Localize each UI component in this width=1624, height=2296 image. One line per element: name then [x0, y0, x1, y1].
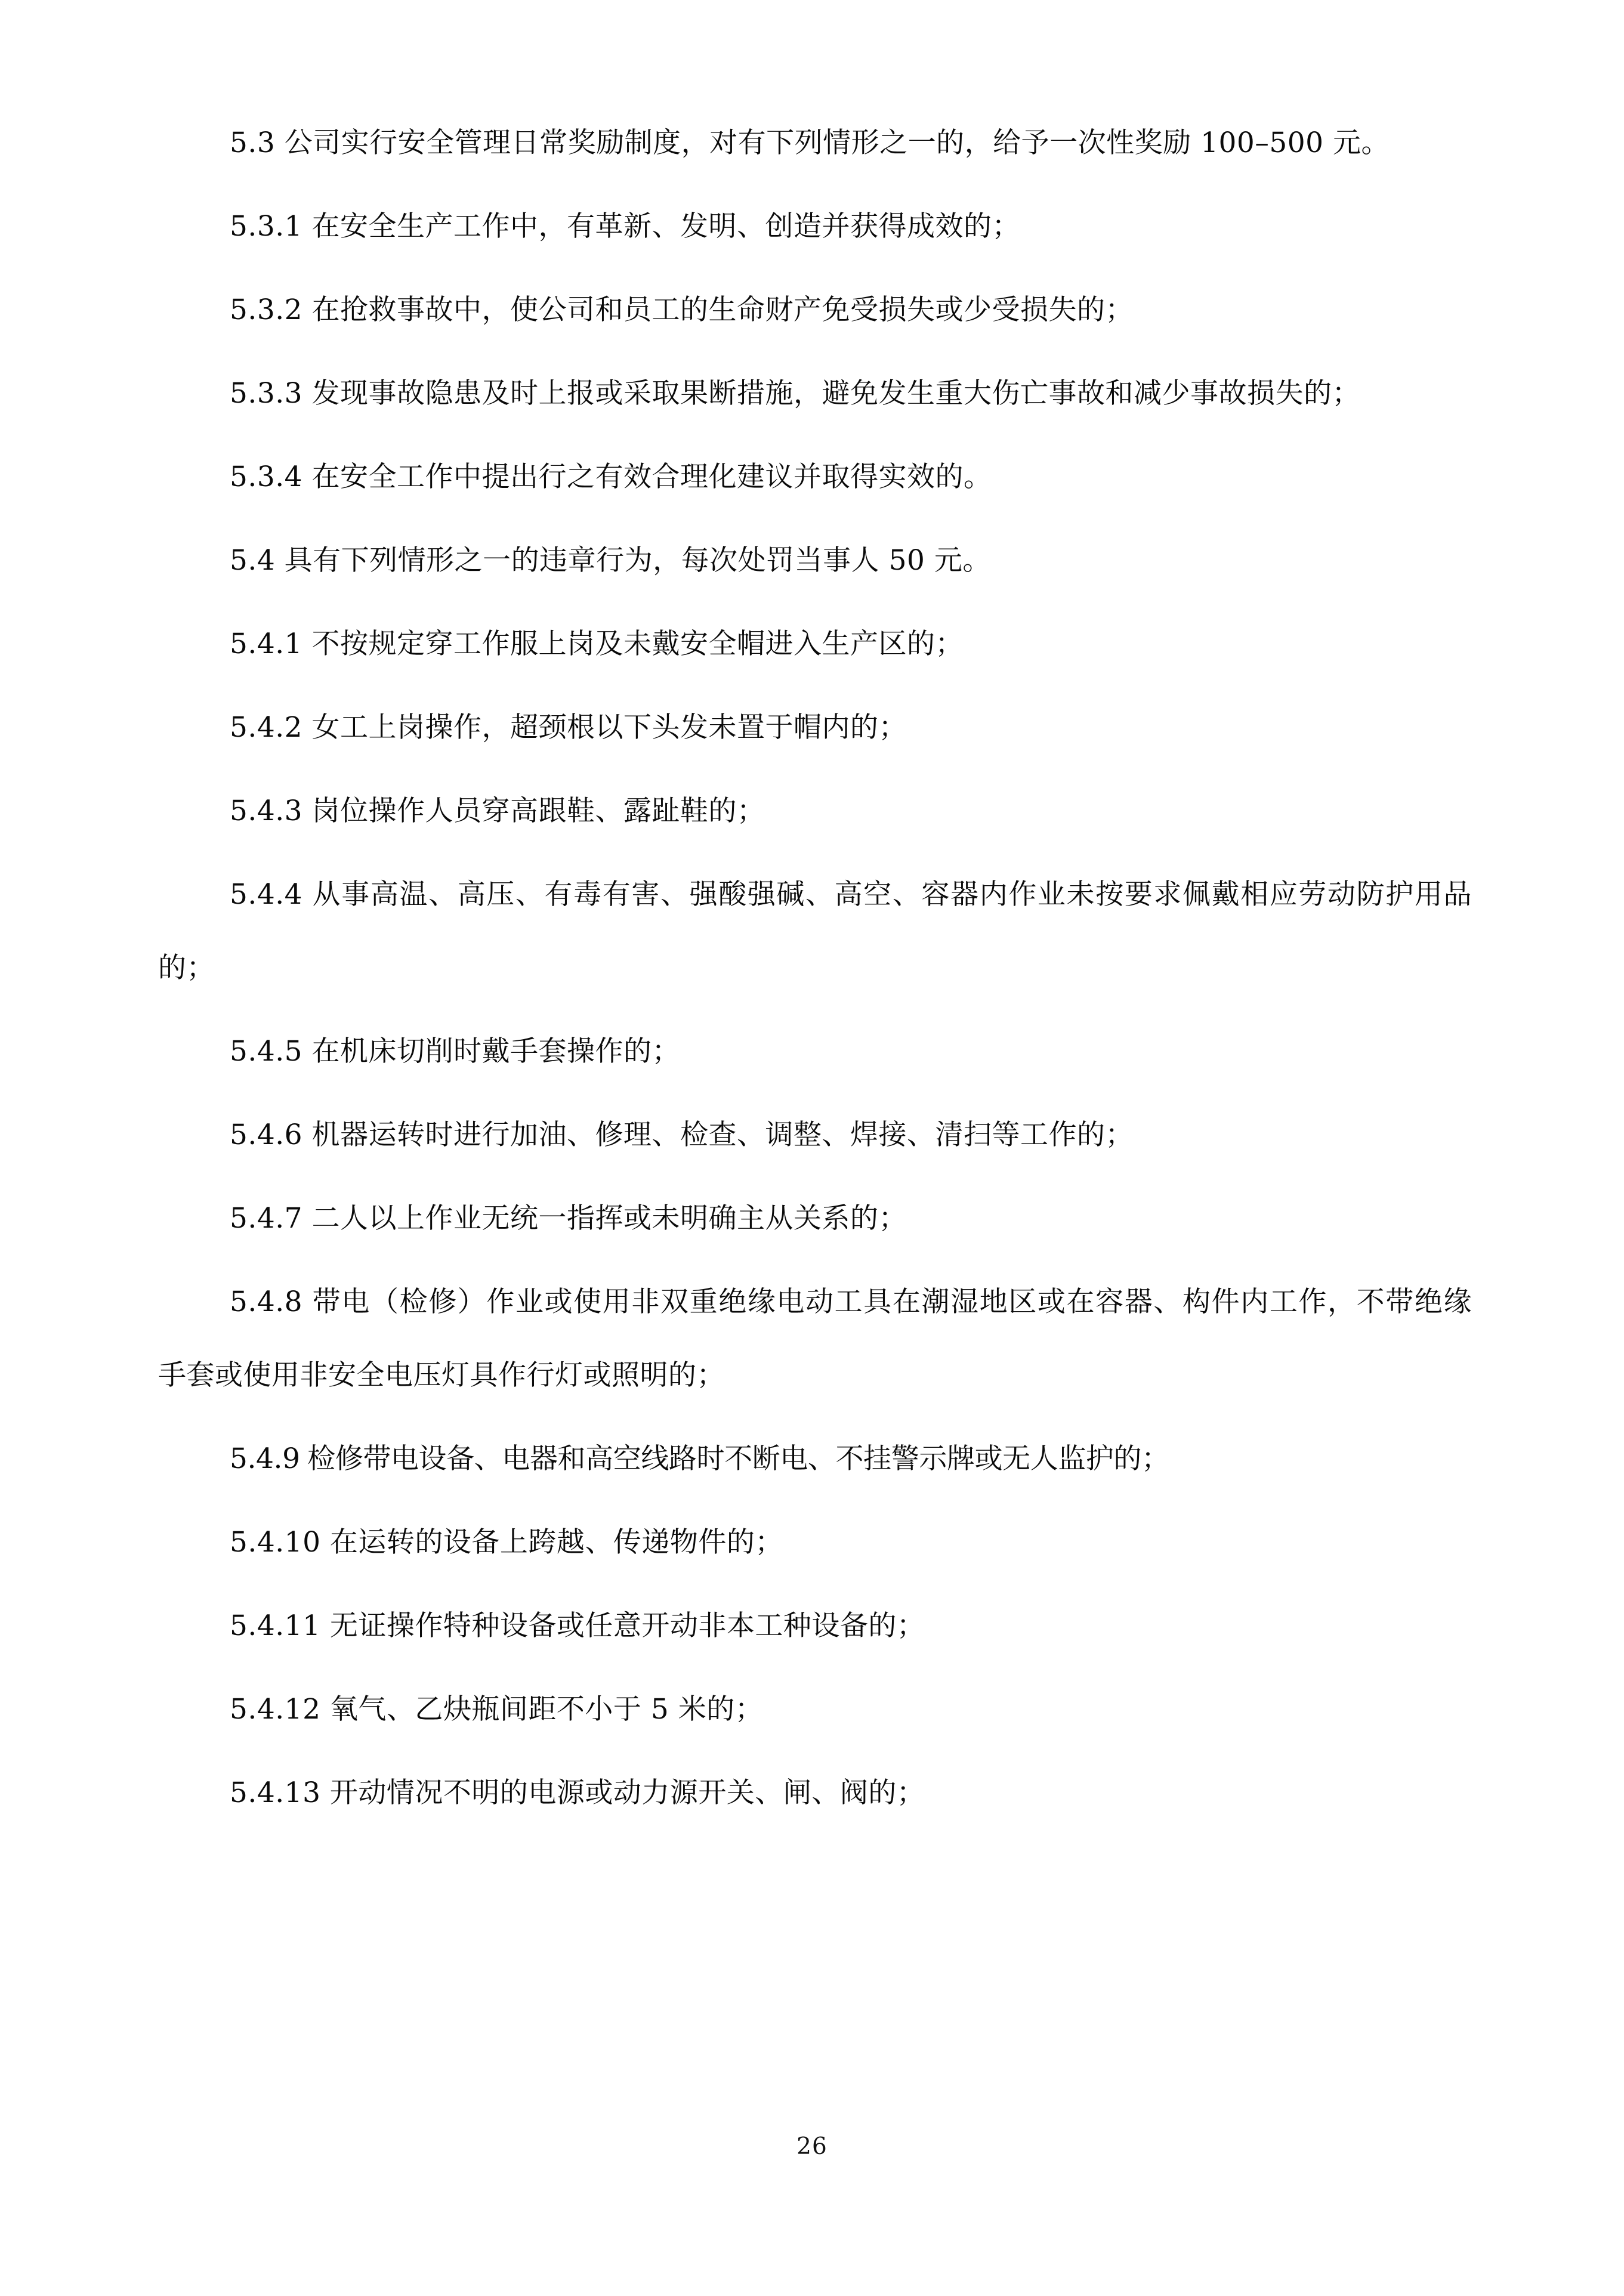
- paragraph-5-4-3: 5.4.3 岗位操作人员穿高跟鞋、露趾鞋的；: [230, 795, 765, 827]
- paragraph-5-3: 5.3 公司实行安全管理日常奖励制度，对有下列情形之一的，给予一次性奖励 100–500 元。: [230, 126, 1390, 159]
- paragraph-5-4-11: 5.4.11 无证操作特种设备或任意开动非本工种设备的；: [230, 1609, 925, 1642]
- paragraph-5-4-2: 5.4.2 女工上岗操作，超颈根以下头发未置于帽内的；: [230, 711, 907, 744]
- document-body: [158, 106, 1472, 1840]
- paragraph-5-4-1: 5.4.1 不按规定穿工作服上岗及未戴安全帽进入生产区的；: [230, 628, 964, 660]
- paragraph-5-3-1: 5.3.1 在安全生产工作中，有革新、发明、创造并获得成效的；: [230, 210, 1021, 243]
- paragraph-5-4-6: 5.4.6 机器运转时进行加油、修理、检查、调整、焊接、清扫等工作的；: [230, 1118, 1134, 1151]
- paragraph-5-4-13: 5.4.13 开动情况不明的电源或动力源开关、闸、阀的；: [230, 1776, 925, 1809]
- paragraph-5-4-4: 5.4.4 从事高温、高压、有毒有害、强酸强碱、高空、容器内作业未按要求佩戴相应劳动防护用品的；: [158, 878, 1472, 984]
- paragraph-5-4: 5.4 具有下列情形之一的违章行为，每次处罚当事人 50 元。: [230, 544, 991, 577]
- paragraph-5-3-4: 5.3.4 在安全工作中提出行之有效合理化建议并取得实效的。: [230, 461, 992, 493]
- paragraph-5-3-3: 5.3.3 发现事故隐患及时上报或采取果断措施，避免发生重大伤亡事故和减少事故损失的；: [230, 377, 1361, 410]
- paragraph-5-4-9: 5.4.9 检修带电设备、电器和高空线路时不断电、不挂警示牌或无人监护的；: [230, 1442, 1169, 1475]
- page-number: 26: [796, 2133, 828, 2160]
- paragraph-5-4-8: 5.4.8 带电（检修）作业或使用非双重绝缘电动工具在潮湿地区或在容器、构件内工作，不带绝缘手套或使用非安全电压灯具作行灯或照明的；: [158, 1285, 1472, 1392]
- paragraph-5-4-12: 5.4.12 氧气、乙炔瓶间距不小于 5 米的；: [230, 1693, 764, 1726]
- page-footer: [0, 2133, 1624, 2161]
- paragraph-5-4-7: 5.4.7 二人以上作业无统一指挥或未明确主从关系的；: [230, 1202, 907, 1235]
- paragraph-5-4-10: 5.4.10 在运转的设备上跨越、传递物件的；: [230, 1526, 783, 1559]
- paragraph-5-3-2: 5.3.2 在抢救事故中，使公司和员工的生命财产免受损失或少受损失的；: [230, 293, 1134, 326]
- paragraph-5-4-5: 5.4.5 在机床切削时戴手套操作的；: [230, 1035, 681, 1068]
